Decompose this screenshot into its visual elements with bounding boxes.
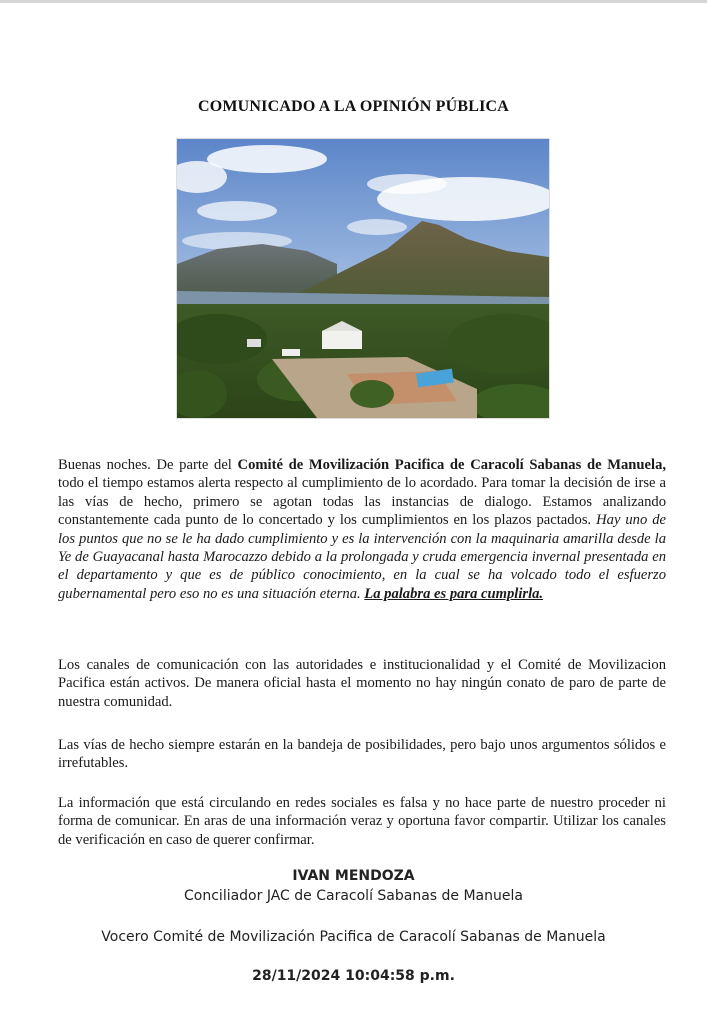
paragraph-1-emphasis: La palabra es para cumplirla. — [364, 585, 544, 602]
landscape-photo — [176, 138, 550, 419]
paragraph-2: Los canales de comunicación con las autoridades e institucionalidad y el Comité de Movilizacion Pacifica están activos. De manera oficial hasta el momento no hay ningún conato de paro de parte de nuestra comunidad. — [58, 657, 666, 710]
signatory-name: IVAN MENDOZA — [292, 868, 415, 884]
signatory-role-2: Vocero Comité de Movilización Pacifica de Caracolí Sabanas de Manuela — [101, 929, 606, 945]
paragraph-1-intro: Buenas noches. De parte del — [58, 457, 238, 473]
committee-name: Comité de Movilización Pacifica de Caracolí Sabanas de Manuela, — [237, 457, 667, 473]
paragraph-1-italic: Hay uno de los puntos que no se le ha dado cumplimiento y es la intervención con la maquinaria amarilla desde la Ye de Guayacanal hasta Marocazzo debido a la prolongada y cruda emergencia invernal presentada en el departamento y que es de público conocimiento, en la cual se ha volcado todo el esfuerzo gubernamental pero eso no es una situación eterna. — [58, 512, 667, 602]
paragraph-4: La información que está circulando en redes sociales es falsa y no hace parte de nuestro proceder ni forma de comunicar. En aras de una información veraz y oportuna favor compartir. Utilizar los canales de verificación en caso de querer confirmar. — [58, 795, 666, 848]
document-title: COMUNICADO A LA OPINIÓN PÚBLICA — [197, 98, 510, 115]
top-border — [0, 0, 707, 3]
signature-datetime: 28/11/2024 10:04:58 p.m. — [252, 968, 455, 984]
paragraph-3: Las vías de hecho siempre estarán en la bandeja de posibilidades, pero bajo unos argumentos sólidos e irrefutables. — [58, 737, 666, 772]
mountain-landscape-photo-icon — [177, 139, 549, 418]
paragraph-1 — [58, 456, 666, 603]
paragraph-1-body: todo el tiempo estamos alerta respecto al cumplimiento de lo acordado. Para tomar la decisión de irse a las vías de hecho, primero se agotan todas las instancias de dialogo. Estamos analizando constantemente cada punto de lo concertado y los cumplimientos en los plazos pactados. — [58, 475, 666, 529]
signatory-role-1: Conciliador JAC de Caracolí Sabanas de Manuela — [184, 888, 523, 904]
